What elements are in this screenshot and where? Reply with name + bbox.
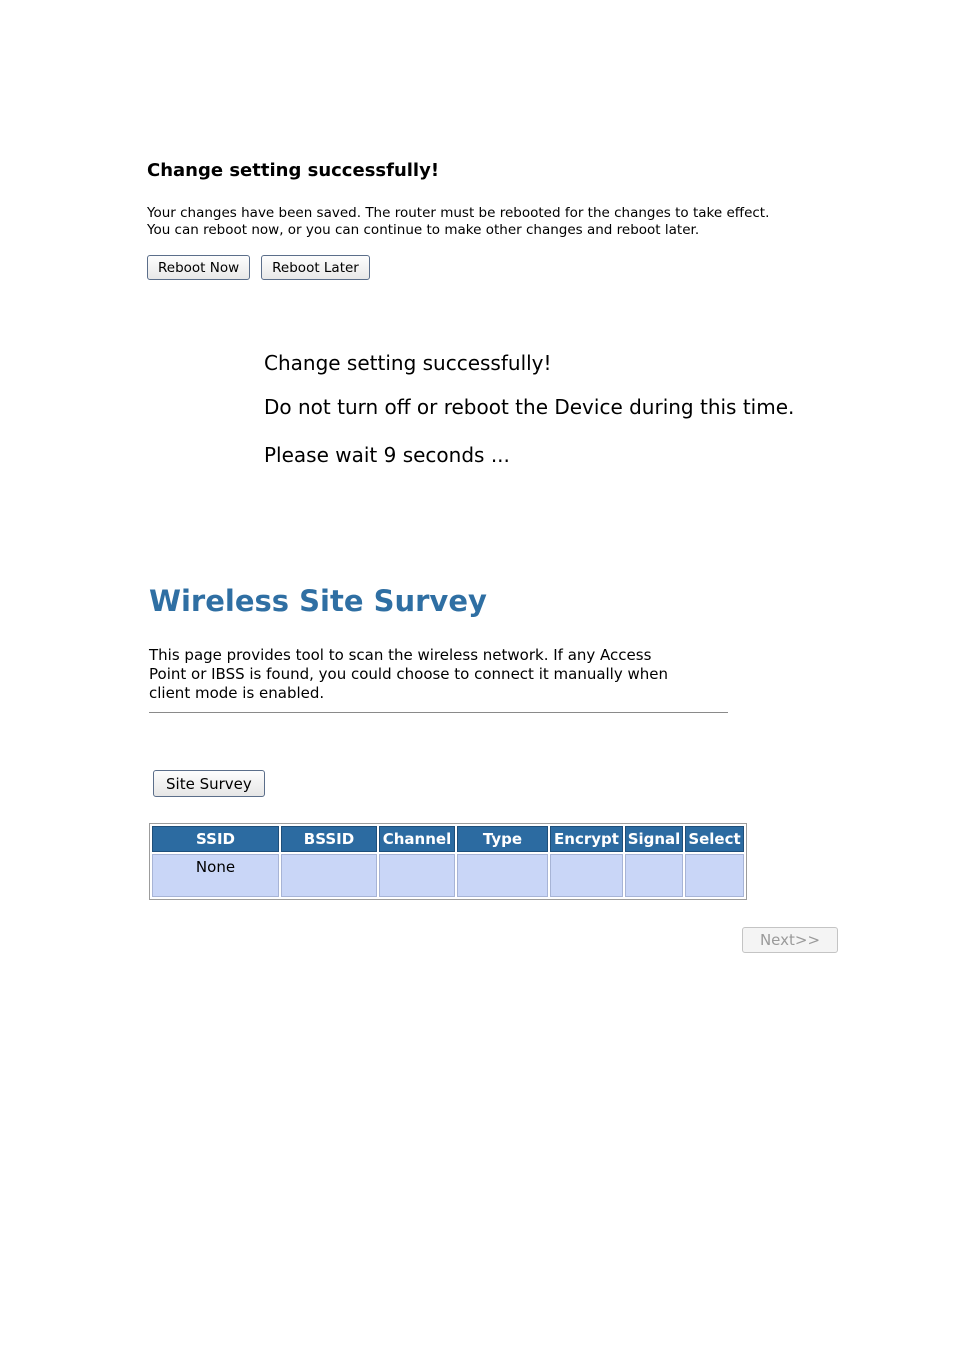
reboot-now-button[interactable]: Reboot Now [147,255,250,280]
column-header-channel: Channel [379,826,455,852]
column-header-select: Select [685,826,744,852]
divider [149,712,728,713]
notice-message-line: Your changes have been saved. The router must be rebooted for the changes to take effect. [147,205,770,221]
column-header-signal: Signal [625,826,683,852]
cell-type [457,854,548,897]
cell-bssid [281,854,377,897]
page-title: Wireless Site Survey [149,584,487,618]
column-header-encrypt: Encrypt [550,826,623,852]
notice-heading: Change setting successfully! [147,160,440,181]
reboot-later-button[interactable]: Reboot Later [261,255,370,280]
description-line: client mode is enabled. [149,684,325,702]
description-line: Point or IBSS is found, you could choose to connect it manually when [149,665,669,683]
site-survey-panel [149,580,849,876]
page-description [149,646,729,703]
description-line: This page provides tool to scan the wireless network. If any Access [149,646,652,664]
change-setting-notice [147,158,847,280]
next-button[interactable]: Next>> [742,927,838,953]
column-header-ssid: SSID [152,826,279,852]
column-header-bssid: BSSID [281,826,377,852]
cell-signal [625,854,683,897]
notice-buttons [147,255,847,280]
table-row [152,854,744,897]
column-header-type: Type [457,826,548,852]
survey-results-table [149,823,747,900]
cell-encrypt [550,854,623,897]
cell-channel [379,854,455,897]
notice-message [147,205,847,239]
site-survey-button[interactable]: Site Survey [153,770,265,797]
table-header-row [152,826,744,852]
notice-message-line: You can reboot now, or you can continue to make other changes and reboot later. [147,222,700,238]
cell-ssid: None [152,854,279,897]
wait-success-text: Change setting successfully! [264,351,552,375]
reboot-wait-message [264,348,794,470]
wait-warning-text: Do not turn off or reboot the Device during this time. [264,395,795,419]
cell-select [685,854,744,897]
wait-countdown-text: Please wait 9 seconds ... [264,443,510,467]
